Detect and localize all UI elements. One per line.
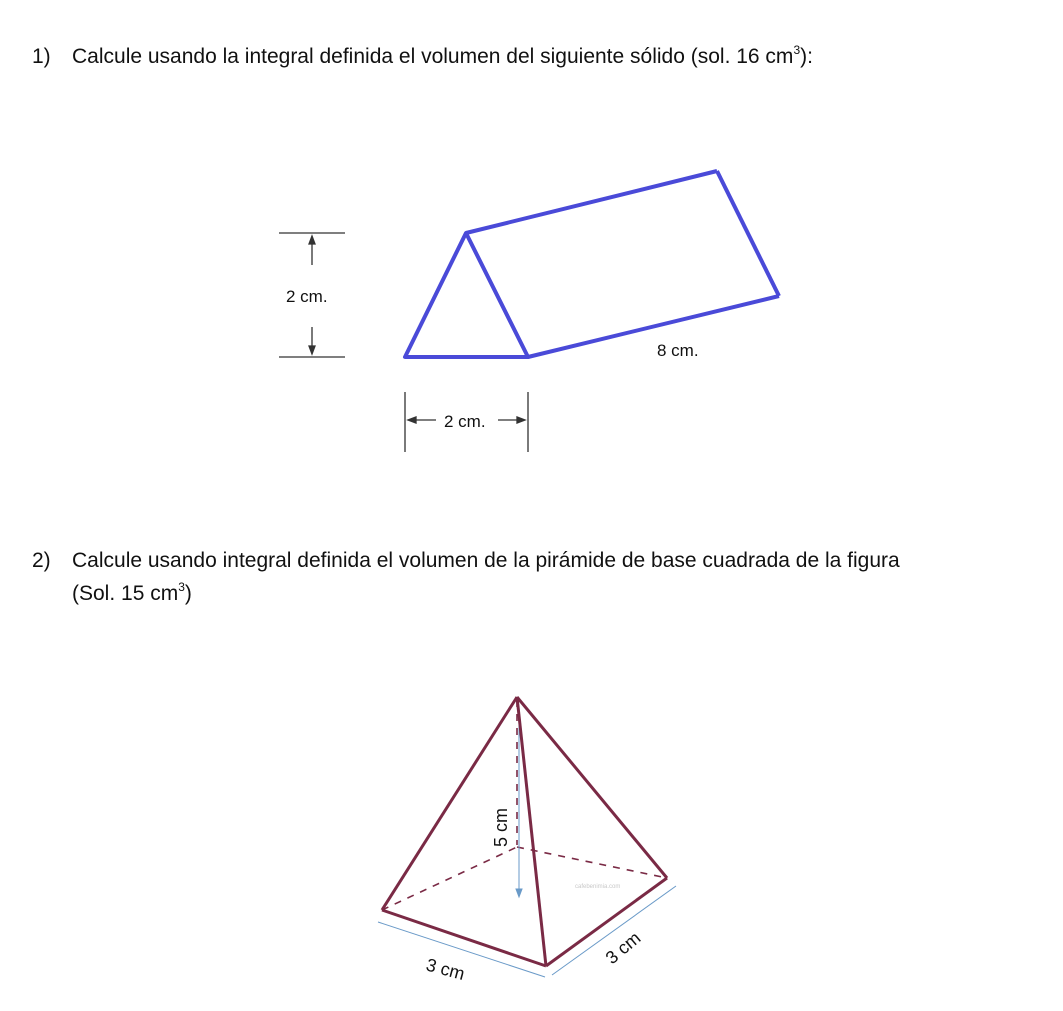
problem-2-exponent: 3	[178, 580, 185, 594]
problem-2-number: 2)	[32, 549, 51, 572]
pyramid-hidden-edges	[382, 700, 667, 910]
problem-2-text: Calcule usando integral definida el volumen de la pirámide de base cuadrada de la figura	[72, 549, 900, 572]
pyramid-base-front-left	[382, 910, 546, 966]
prism-base-label: 2 cm.	[444, 412, 486, 431]
problem-1-exponent: 3	[793, 43, 801, 57]
prism-height-label: 2 cm.	[286, 287, 328, 306]
prism-length-label: 8 cm.	[657, 341, 699, 360]
problem-1-number: 1)	[32, 45, 51, 68]
problem-2-tail: )	[184, 582, 192, 605]
problem-1-text: Calcule usando la integral definida el volumen del siguiente sólido (sol. 16 cm	[72, 45, 794, 68]
pyramid-base-left-label: 3 cm	[423, 954, 467, 984]
pyramid-front-edge	[517, 697, 546, 966]
problem-1-tail: ):	[800, 45, 813, 68]
pyramid-base-right-label: 3 cm	[601, 927, 645, 969]
pyramid-height-label: 5 cm	[491, 807, 511, 847]
pyramid-watermark: cafebenimia.com	[575, 884, 621, 890]
problem-2-solution-text: (Sol. 15 cm	[72, 582, 179, 605]
pyramid-right-edge	[517, 697, 667, 878]
